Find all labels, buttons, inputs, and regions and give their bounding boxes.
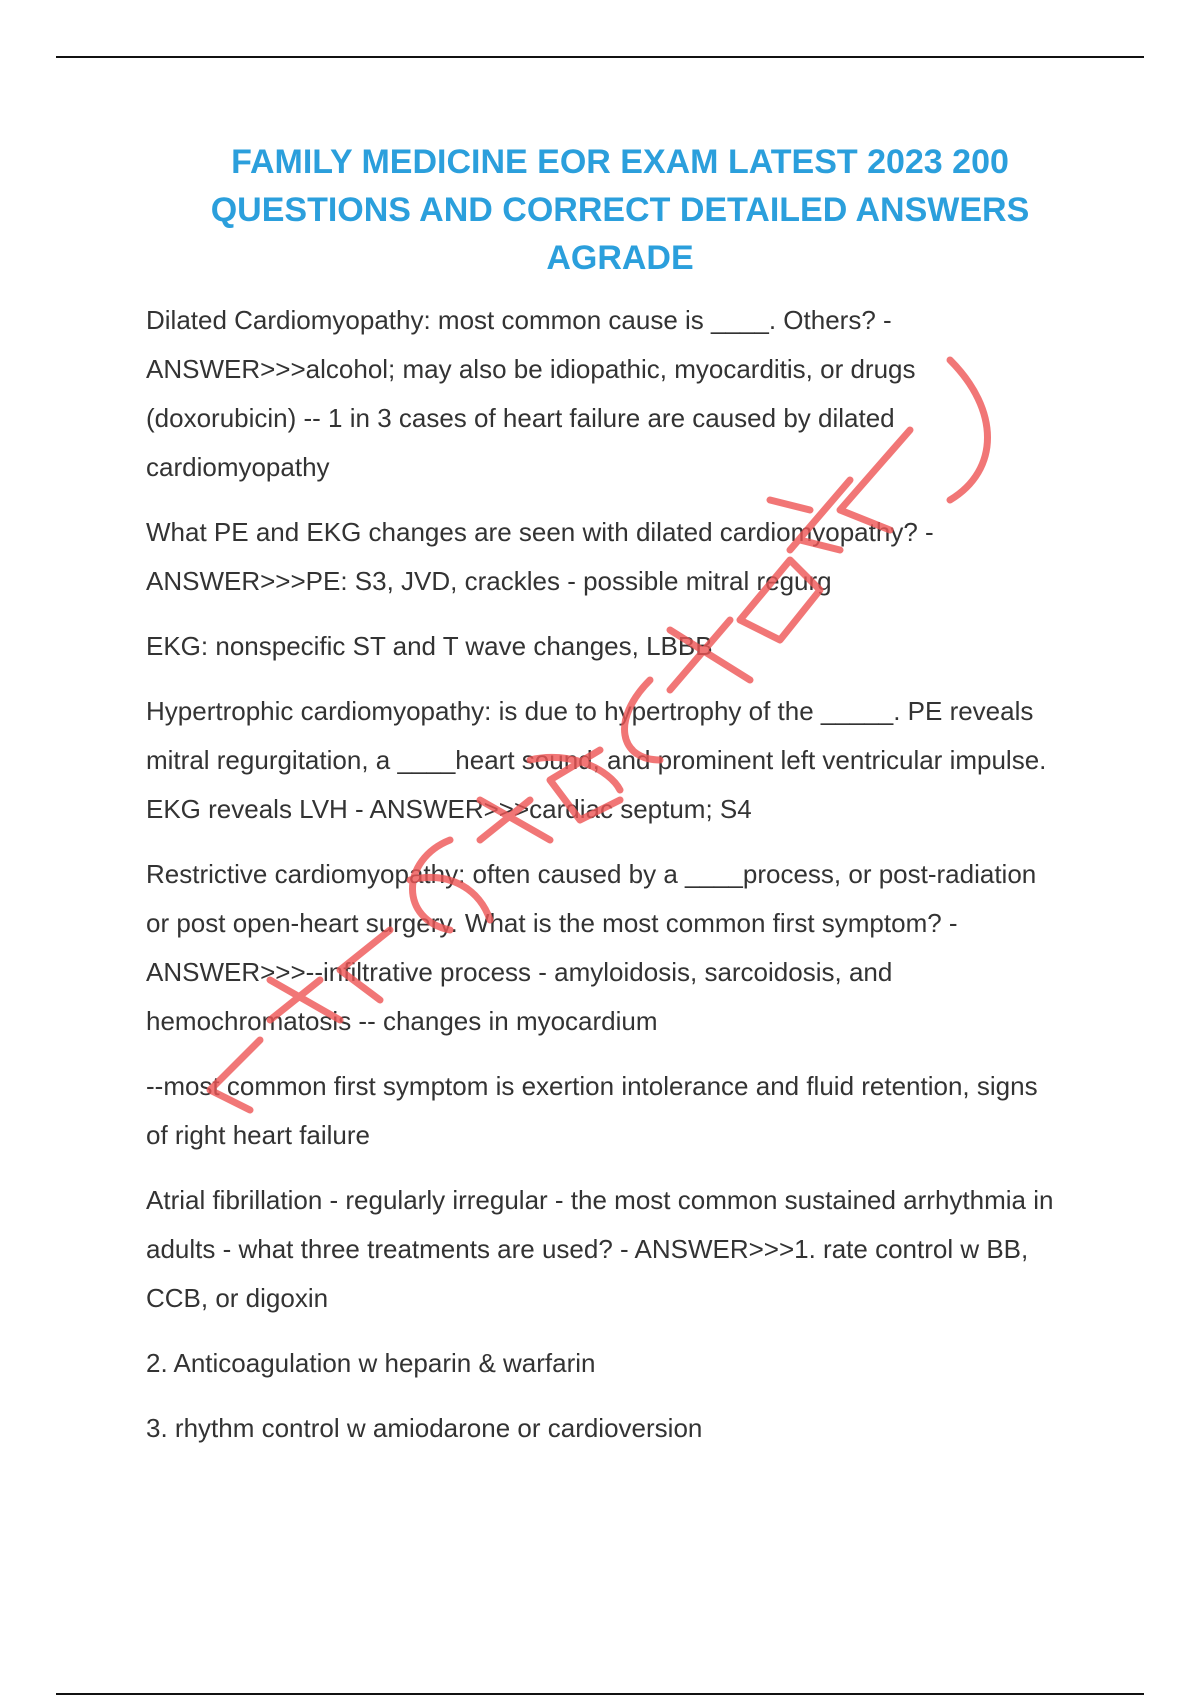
document-title: FAMILY MEDICINE EOR EXAM LATEST 2023 200 QUESTIONS AND CORRECT DETAILED ANSWERS AGRADE — [210, 143, 1030, 277]
bottom-rule — [56, 1693, 1144, 1695]
paragraph-pe-ekg-changes: What PE and EKG changes are seen with dilated cardiomyopathy? - ANSWER>>>PE: S3, JVD, crackles - possible mitral regurg — [146, 517, 934, 596]
paragraph-dilated-cardiomyopathy: Dilated Cardiomyopathy: most common cause is ____. Others? - ANSWER>>>alcohol; may also be idiopathic, myocarditis, or drugs (doxorubicin) -- 1 in 3 cases of heart failure are caused by dilated cardiomyopathy — [146, 305, 916, 482]
paragraph-rhythm-control: 3. rhythm control w amiodarone or cardioversion — [146, 1413, 703, 1443]
top-rule — [56, 56, 1144, 58]
paragraph-restrictive-cardiomyopathy: Restrictive cardiomyopathy: often caused by a ____process, or post-radiation or post open-heart surgery. What is the most common first symptom? - ANSWER>>>--infiltrative process - amyloidosis, sarcoidosis, and hemochromatosis -- changes in myocardium — [146, 859, 1037, 1036]
document-body — [146, 296, 1066, 1469]
paragraph-first-symptom: --most common first symptom is exertion intolerance and fluid retention, signs of right heart failure — [146, 1071, 1038, 1150]
paragraph-ekg-findings: EKG: nonspecific ST and T wave changes, LBBB — [146, 631, 713, 661]
paragraph-atrial-fibrillation: Atrial fibrillation - regularly irregular - the most common sustained arrhythmia in adults - what three treatments are used? - ANSWER>>>1. rate control w BB, CCB, or digoxin — [146, 1185, 1054, 1313]
paragraph-anticoagulation: 2. Anticoagulation w heparin & warfarin — [146, 1348, 596, 1378]
paragraph-hypertrophic-cardiomyopathy: Hypertrophic cardiomyopathy: is due to hypertrophy of the _____. PE reveals mitral regurgitation, a ____heart sound, and prominent left ventricular impulse. EKG reveals LVH - ANSWER>>>cardiac septum; S4 — [146, 696, 1047, 824]
